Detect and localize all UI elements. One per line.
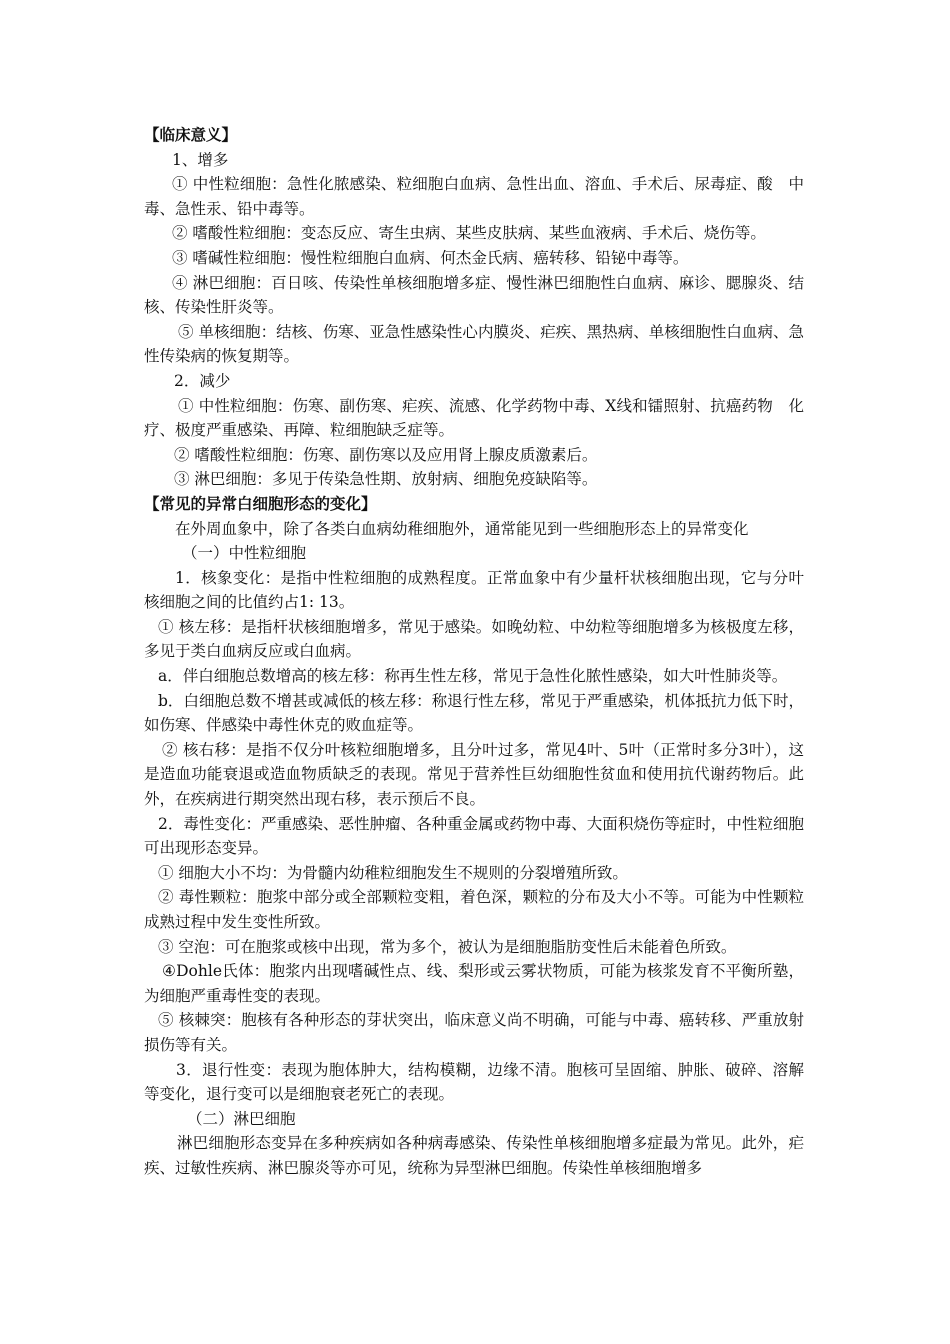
paragraph: ① 中性粒细胞：急性化脓感染、粒细胞白血病、急性出血、溶血、手术后、尿毒症、酸 中毒、急性汞、铅中毒等。: [144, 175, 804, 218]
paragraph: ① 中性粒细胞：伤寒、副伤寒、疟疾、流感、化学药物中毒、X线和镭照射、抗癌药物 化疗、极度严重感染、再障、粒细胞缺乏症等。: [144, 396, 804, 440]
paragraph: （二）淋巴细胞: [187, 1109, 296, 1128]
paragraph: 1、增多: [172, 150, 229, 169]
paragraph: 2．毒性变化：严重感染、恶性肿瘤、各种重金属或药物中毒、大面积烧伤等症时，中性粒细胞可出现形态变异。: [144, 814, 804, 858]
paragraph: （一）中性粒细胞: [182, 544, 307, 563]
paragraph: ① 核左移：是指杆状核细胞增多，常见于感染。如晚幼粒、中幼粒等细胞增多为核极度左移，多见于类白血病反应或白血病。: [144, 617, 804, 661]
paragraph: ⑤ 单核细胞：结核、伤寒、亚急性感染性心内膜炎、疟疾、黑热病、单核细胞性白血病、急性传染病的恢复期等。: [144, 322, 804, 366]
paragraph: ② 嗜酸性粒细胞：伤寒、副伤寒以及应用肾上腺皮质激素后。: [174, 445, 598, 464]
paragraph: b．白细胞总数不增甚或减低的核左移：称退行性左移，常见于严重感染，机体抵抗力低下时，如伤寒、伴感染中毒性休克的败血症等。: [144, 691, 804, 735]
paragraph: ⑤ 核棘突：胞核有各种形态的芽状突出，临床意义尚不明确，可能与中毒、癌转移、严重放射损伤等有关。: [144, 1011, 804, 1054]
paragraph: ③ 嗜碱性粒细胞：慢性粒细胞白血病、何杰金氏病、癌转移、铅铋中毒等。: [172, 248, 689, 267]
paragraph: ③ 淋巴细胞：多见于传染急性期、放射病、细胞免疫缺陷等。: [174, 470, 598, 489]
paragraph: 在外周血象中，除了各类白血病幼稚细胞外，通常能见到一些细胞形态上的异常变化: [175, 519, 749, 538]
paragraph: ① 细胞大小不均：为骨髓内幼稚粒细胞发生不规则的分裂增殖所致。: [158, 863, 628, 882]
paragraph: ② 嗜酸性粒细胞：变态反应、寄生虫病、某些皮肤病、某些血液病、手术后、烧伤等。: [172, 224, 766, 243]
paragraph: ② 毒性颗粒：胞浆中部分或全部颗粒变粗，着色深，颗粒的分布及大小不等。可能为中性颗粒成熟过程中发生变性所致。: [144, 888, 804, 931]
paragraph: 2．减少: [174, 371, 231, 390]
heading-abnormal-wbc-morphology: 【常见的异常白细胞形态的变化】: [144, 493, 377, 513]
paragraph: a．伴白细胞总数增高的核左移：称再生性左移，常见于急性化脓性感染，如大叶性肺炎等。: [158, 667, 788, 686]
paragraph: 淋巴细胞形态变异在多种疾病如各种病毒感染、传染性单核细胞增多症最为常见。此外，疟疾、过敏性疾病、淋巴腺炎等亦可见，统称为异型淋巴细胞。传染性单核细胞增多: [144, 1134, 804, 1177]
paragraph: 3．退行性变：表现为胞体肿大，结构模糊，边缘不清。胞核可呈固缩、肿胀、破碎、溶解等变化，退行变可以是细胞衰老死亡的表现。: [144, 1060, 804, 1104]
paragraph: ④Dohle氏体：胞浆内出现嗜碱性点、线、梨形或云雾状物质，可能为核浆发育不平衡所塾，为细胞严重毒性变的表现。: [144, 962, 804, 1005]
paragraph: ④ 淋巴细胞：百日咳、传染性单核细胞增多症、慢性淋巴细胞性白血病、麻诊、腮腺炎、结核、传染性肝炎等。: [144, 273, 804, 317]
heading-clinical-significance: 【临床意义】: [144, 125, 238, 144]
paragraph: 1．核象变化：是指中性粒细胞的成熟程度。正常血象中有少量杆状核细胞出现，它与分叶核细胞之间的比值约占1: 13。: [144, 568, 804, 612]
paragraph: ② 核右移：是指不仅分叶核粒细胞增多，且分叶过多，常见4叶、5叶（正常时多分3叶），这是造血功能衰退或造血物质缺乏的表现。常见于营养性巨幼细胞性贫血和使用抗代谢药物后。此外，在疾病进行期突然出现右移，表示预后不良。: [144, 740, 804, 809]
document-page: [144, 123, 804, 1181]
paragraph: ③ 空泡：可在胞浆或核中出现，常为多个，被认为是细胞脂肪变性后未能着色所致。: [158, 937, 737, 956]
